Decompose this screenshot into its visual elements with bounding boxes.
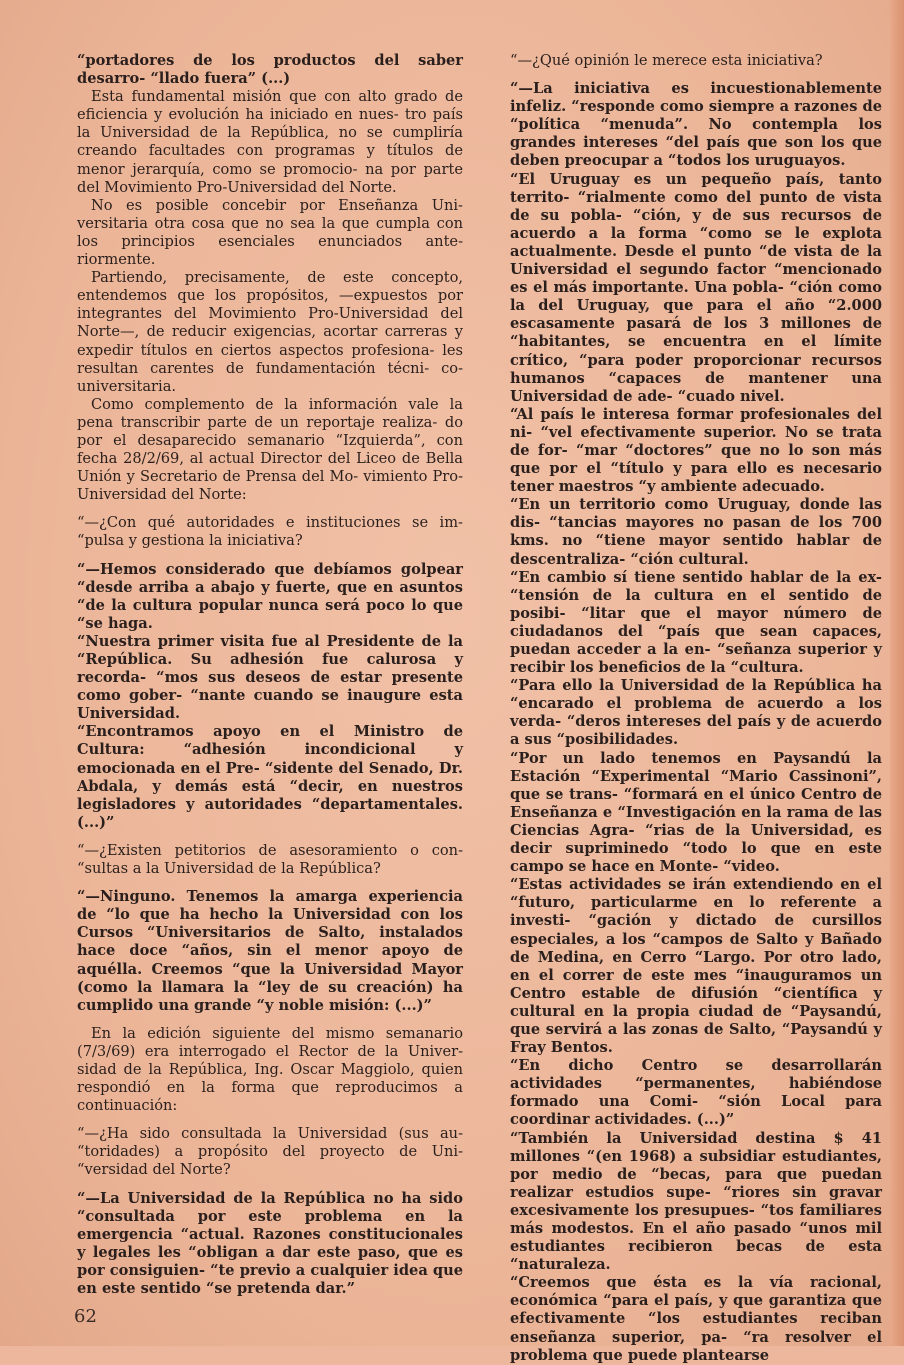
interview-answer: “—La iniciativa es incuestionablemente infeliz. “responde como siempre a razones de “política “menuda”. No contempla los grandes intereses “del país que son los que deben preocupar a “todos los uruguayos. bbox=[510, 80, 882, 170]
paragraph: Partiendo, precisamente, de este concepto, entendemos que los propósitos, —expuestos por integrantes del Movimiento Pro-Universidad del Norte—, de reducir exigencias, acortar carreras y expedir títulos en ciertos aspectos profesiona- les resultan carentes de fundamentación técni- co-universitaria. bbox=[77, 269, 463, 395]
interview-answer: “Nuestra primer visita fue al Presidente de la “República. Su adhesión fue calurosa y recorda- “mos sus deseos de estar presente como gober- “nante cuando se inaugure esta Universidad. bbox=[77, 632, 463, 723]
interview-question: “—¿Existen petitorios de asesoramiento o con- “sultas a la Universidad de la República? bbox=[77, 841, 463, 878]
paragraph: No es posible concebir por Enseñanza Uni- versitaria otra cosa que no sea la que cumpla con los principios esenciales enunciados ante- riormente. bbox=[77, 196, 463, 269]
right-column bbox=[510, 52, 882, 1365]
interview-answer: “Estas actividades se irán extendiendo en el “futuro, particularme en lo referente a investi- “gación y dictado de cursillos especiales, a los “campos de Salto y Bañado de Medina, en Cerro “Largo. Por otro lado, en el correr de este mes “inauguramos un Centro estable de difusión “científica y cultural en la propia ciudad de “Paysandú, que servirá a las zonas de Salto, “Paysandú y Fray Bentos. bbox=[510, 876, 882, 1057]
interview-answer: “Por un lado tenemos en Paysandú la Estación “Experimental “Mario Cassinoni”, que se trans- “formará en el único Centro de Enseñanza e “Investigación en la rama de las Ciencias Agra- “rias de la Universidad, es decir supriminedo “todo lo que en este campo se hace en Monte- “video. bbox=[510, 749, 882, 876]
paragraph: Esta fundamental misión que con alto grado de eficiencia y evolución ha iniciado en nues- tro país la Universidad de la República, no se cumpliría creando facultades con programas y títulos de menor jerarquía, como se promocio- na por parte del Movimiento Pro-Universidad del Norte. bbox=[77, 88, 463, 196]
paragraph: En la edición siguiente del mismo semanario (7/3/69) era interrogado el Rector de la Univer- sidad de la República, Ing. Oscar Maggiolo, quien respondió en la forma que reproducimos a continuación: bbox=[77, 1024, 463, 1115]
interview-answer: “Creemos que ésta es la vía racional, económica “para el país, y que garantiza que efectivamente “los estudiantes reciban enseñanza superior, pa- “ra resolver el problema que puede plantearse bbox=[510, 1274, 882, 1364]
interview-answer: “En cambio sí tiene sentido hablar de la ex- “tensión de la cultura en el sentido de posibi- “litar que el mayor número de ciudadanos del “país que sean capaces, puedan acceder a la en- “señanza superior y recibir los beneficios de la “cultura. bbox=[510, 568, 882, 677]
interview-question: “—¿Qué opinión le merece esta iniciativa? bbox=[510, 52, 823, 69]
interview-answer: “—Hemos considerado que debíamos golpear “desde arriba a abajo y fuerte, que en asuntos “de la cultura popular nunca será poco lo que “se haga. bbox=[77, 560, 463, 632]
interview-question: “—¿Con qué autoridades e instituciones se im- “pulsa y gestiona la iniciativa? bbox=[77, 514, 463, 550]
interview-question: “—¿Ha sido consultada la Universidad (sus au- “toridades) a propósito del proyecto de Uni- “versidad del Norte? bbox=[77, 1125, 463, 1179]
page-edge bbox=[890, 0, 904, 1346]
interview-answer: “—Ninguno. Tenemos la amarga experiencia de “lo que ha hecho la Universidad con los Cursos “Universitarios de Salto, instalados hace doce “años, sin el menor apoyo de aquélla. Creemos “que la Universidad Mayor (como la llamara la “ley de su creación) ha cumplido una grande “y noble misión: (...)” bbox=[77, 888, 463, 1014]
interview-answer: “Encontramos apoyo en el Ministro de Cultura: “adhesión incondicional y emocionada en el Pre- “sidente del Senado, Dr. Abdala, y demás está “decir, en nuestros legisladores y autoridades “departamentales. (...)” bbox=[77, 723, 463, 831]
interview-answer: “En un territorio como Uruguay, donde las dis- “tancias mayores no pasan de los 700 kms. no “tiene mayor sentido hablar de descentraliza- “ción cultural. bbox=[510, 496, 882, 568]
interview-answer: “—La Universidad de la República no ha sido “consultada por este problema en la emergencia “actual. Razones constitucionales y legales les “obligan a dar este paso, que es por consiguien- “te previo a cualquier idea que en este sentido “se pretenda dar.” bbox=[77, 1189, 463, 1297]
interview-answer: “También la Universidad destina $ 41 millones “(en 1968) a subsidiar estudiantes, por medio de “becas, para que puedan realizar estudios supe- “riores sin gravar excesivamente los presupues- “tos familiares más modestos. En el año pasado “unos mil estudiantes recibieron becas de esta “naturaleza. bbox=[510, 1129, 882, 1274]
interview-answer: “Al país le interesa formar profesionales del ni- “vel efectivamente superior. No se trata de for- “mar “doctores” que no lo son más que por el “título y para ello es necesario tener maestros “y ambiente adecuado. bbox=[510, 405, 882, 496]
interview-answer: “En dicho Centro se desarrollarán actividades “permanentes, habiéndose formado una Comi- “sión Local para coordinar actividades. (...)” bbox=[510, 1057, 882, 1129]
page-number: 62 bbox=[74, 1306, 97, 1327]
paragraph: “portadores de los productos del saber desarro- “llado fuera” (...) bbox=[77, 52, 463, 88]
left-column bbox=[77, 52, 463, 1298]
interview-answer: “Para ello la Universidad de la República ha “encarado el problema de acuerdo a los verda- “deros intereses del país y de acuerdo a sus “posibilidades. bbox=[510, 677, 882, 749]
paragraph: Como complemento de la información vale la pena transcribir parte de un reportaje realiza- do por el desaparecido semanario “Izquierda”, con fecha 28/2/69, al actual Director del Liceo de Bella Unión y Secretario de Prensa del Mo- vimiento Pro-Universidad del Norte: bbox=[77, 395, 463, 504]
interview-answer: “El Uruguay es un pequeño país, tanto territo- “rialmente como del punto de vista de su pobla- “ción, y de sus recursos de acuerdo a la forma “como se le explota actualmente. Desde el punto “de vista de la Universidad el segundo factor “mencionado es el más importante. Una pobla- “ción como la del Uruguay, que para el año “2.000 escasamente pasará de los 3 millones de “habitantes, se encuentra en el límite crítico, “para poder proporcionar recursos humanos “capaces de mantener una Universidad de ade- “cuado nivel. bbox=[510, 170, 882, 405]
